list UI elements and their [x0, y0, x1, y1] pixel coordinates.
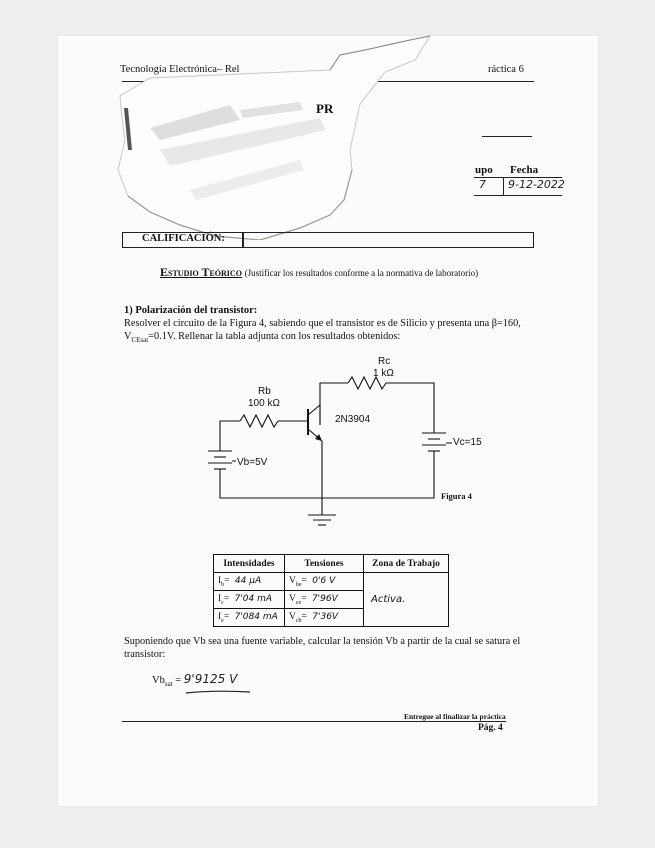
footer-note: Entregue al finalizar la práctica: [404, 712, 506, 721]
cell-ie: $I_e= 7'084$ mA: [214, 609, 285, 627]
circuit-diagram: [190, 345, 490, 530]
cell-vcb: $V_{cb}= 7'36V$: [285, 609, 364, 627]
title-fragment: PR: [316, 101, 334, 116]
torn-paper-overlay: [0, 0, 655, 240]
grade-label: CALIFICACIÓN:: [142, 233, 225, 244]
page-number: Pág. 4: [478, 723, 503, 733]
name-line: [482, 136, 532, 137]
cell-zone: Activa.: [364, 573, 449, 627]
section1-text1: Resolver el circuito de la Figura 4, sabiendo que el transistor es de Silicio y presenta una β=160,: [124, 318, 521, 329]
footer-rule: [122, 721, 506, 722]
vb-label: Vb=5V: [237, 457, 268, 468]
date-value: 9-12-2022: [508, 178, 565, 191]
group-label: upo: [475, 164, 493, 176]
section1-title: 1) Polarización del transistor:: [124, 305, 258, 316]
wire-vb-to-rb: [220, 421, 240, 451]
table-row: [214, 573, 449, 591]
rc-label: Rc: [378, 356, 391, 367]
results-header-row: [214, 555, 449, 573]
study-heading-title: Estudio Teórico: [160, 265, 242, 279]
rb-label: Rb: [258, 386, 271, 397]
section1-text2: $V_{CEsat}=0.1V$. Rellenar la tabla adjunta con los resultados obtenidos:: [124, 331, 401, 345]
vbsat-answer: $Vb_{sat} = 9'9125$ V: [152, 672, 238, 689]
vbsat-value: 9'9125 V: [183, 672, 238, 686]
header-tensiones: Tensiones: [285, 555, 364, 573]
cell-ib: $I_b= 44$ µA: [214, 573, 285, 591]
group-value: 7: [479, 178, 486, 191]
transistor-collector-lead: [308, 405, 320, 415]
header-practice: ráctica 6: [488, 64, 524, 75]
grade-value-box: [242, 232, 534, 248]
cell-vbe: $V_{be}= 0'6$ V: [285, 573, 364, 591]
cell-vce: $V_{ce}= 7'96V$: [285, 591, 364, 609]
wire-rc-to-vc: [386, 383, 434, 433]
saturation-text1: Suponiendo que Vb sea una fuente variable, calcular la tensión Vb a partir de la cual se satura el: [124, 636, 521, 647]
rb-value: 100 kΩ: [248, 398, 280, 409]
group-date-divider: [503, 177, 504, 195]
study-heading-note: (Justificar los resultados conforme a la normativa de laboratorio): [244, 268, 479, 278]
emitter-arrow: [315, 434, 322, 441]
cell-ic: $I_c= 7'04$ mA: [214, 591, 285, 609]
figure-caption: Figura 4: [441, 491, 472, 501]
resistor-rb: [240, 415, 278, 427]
header-course: Tecnología Electrónica– Rel: [120, 64, 240, 75]
vbsat-underline: [184, 688, 254, 696]
header-zona: Zona de Trabajo: [364, 555, 449, 573]
header-intensidades: Intensidades: [214, 555, 285, 573]
saturation-text2: transistor:: [124, 649, 166, 660]
rc-value: 1 kΩ: [373, 368, 394, 379]
study-heading: [160, 265, 478, 280]
transistor-label: 2N3904: [335, 414, 371, 425]
vc-label: Vc=15: [453, 437, 482, 448]
results-table: [213, 554, 449, 627]
date-label: Fecha: [510, 164, 539, 176]
